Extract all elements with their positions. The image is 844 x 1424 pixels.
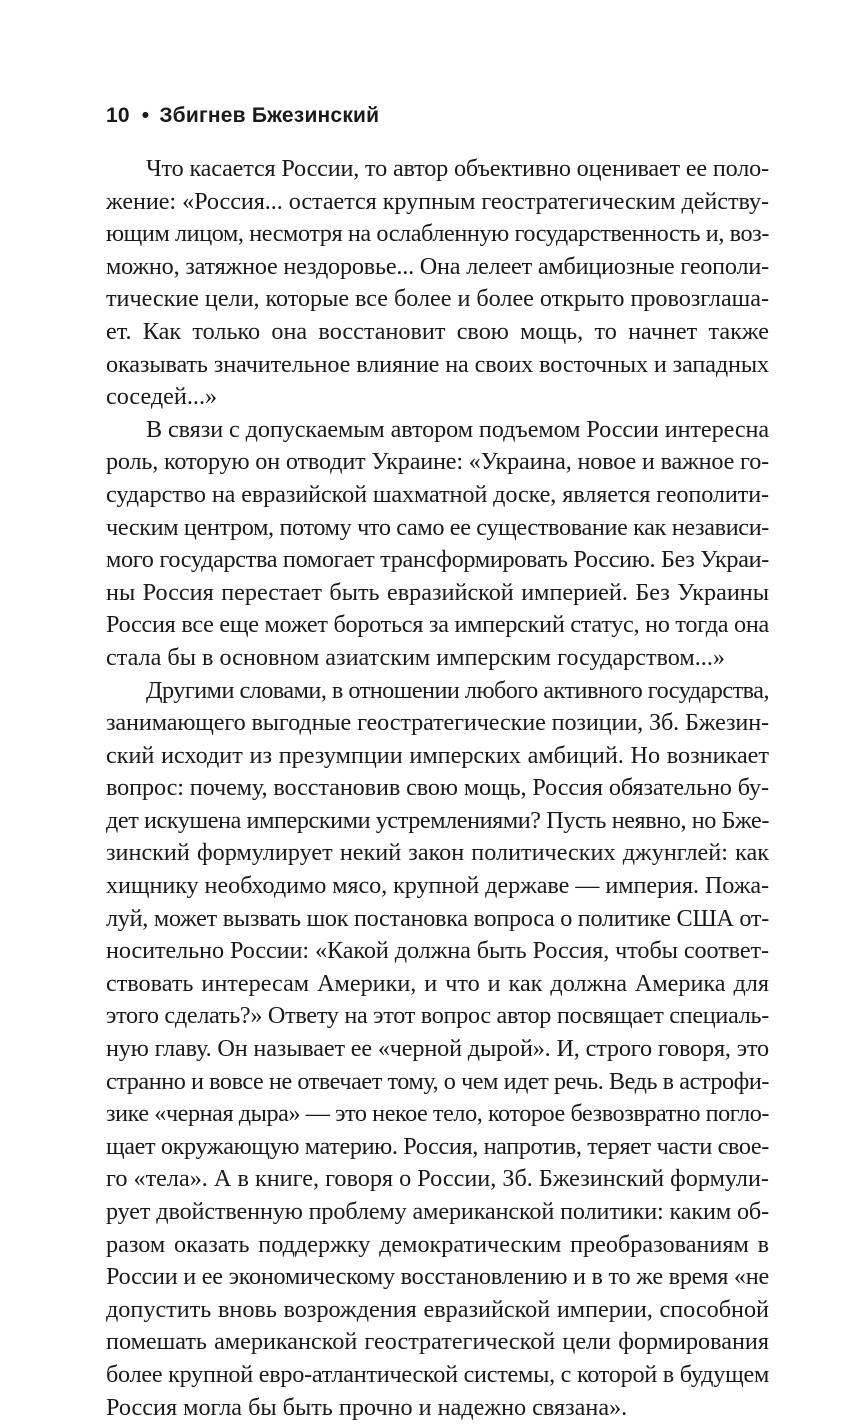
text-line: стала бы в основном азиатским имперским государством...» xyxy=(106,642,769,675)
text-line: соседей...» xyxy=(106,381,769,414)
text-line: ет. Как только она восстановит свою мощь, то начнет также xyxy=(106,316,769,349)
bullet-separator: • xyxy=(142,104,150,128)
text-line: носительно России: «Какой должна быть Россия, чтобы соответ- xyxy=(106,935,769,968)
text-line: ны Россия перестает быть евразийской империей. Без Украины xyxy=(106,577,769,610)
text-line: луй, может вызвать шок постановка вопроса о политике США от- xyxy=(106,903,769,936)
text-line: странно и вовсе не отвечает тому, о чем идет речь. Ведь в астрофи- xyxy=(106,1066,769,1099)
text-line: Россия все еще может бороться за имперский статус, но тогда она xyxy=(106,609,769,642)
paragraph xyxy=(106,153,769,414)
running-head xyxy=(106,104,379,128)
page-number: 10 xyxy=(106,104,130,127)
text-line: зике «черная дыра» — это некое тело, которое безвозвратно погло- xyxy=(106,1098,769,1131)
text-line: ческим центром, потому что само ее существование как независи- xyxy=(106,512,769,545)
paragraph xyxy=(106,414,769,675)
text-line: дет искушена имперскими устремлениями? Пусть неявно, но Бже- xyxy=(106,805,769,838)
text-line: тические цели, которые все более и более открыто провозглаша- xyxy=(106,283,769,316)
text-line: роль, которую он отводит Украине: «Украина, новое и важное го- xyxy=(106,446,769,479)
text-line: хищнику необходимо мясо, крупной державе — империя. Пожа- xyxy=(106,870,769,903)
text-line: щает окружающую материю. Россия, напротив, теряет части свое- xyxy=(106,1131,769,1164)
paragraph xyxy=(106,675,769,1424)
text-line: Россия могла бы быть прочно и надежно связана». xyxy=(106,1392,769,1424)
text-line: этого сделать?» Ответу на этот вопрос автор посвящает специаль- xyxy=(106,1000,769,1033)
text-line: ющим лицом, несмотря на ослабленную государственность и, воз- xyxy=(106,218,769,251)
text-line: ский исходит из презумпции имперских амбиций. Но возникает xyxy=(106,740,769,773)
text-line: России и ее экономическому восстановлению и в то же время «не xyxy=(106,1261,769,1294)
text-line: можно, затяжное нездоровье... Она лелеет амбициозные геополи- xyxy=(106,251,769,284)
body-text xyxy=(106,153,769,1424)
text-line: занимающего выгодные геостратегические позиции, Зб. Бжезин- xyxy=(106,707,769,740)
text-line: В связи с допускаемым автором подъемом России интересна xyxy=(106,414,769,447)
text-line: допустить вновь возрождения евразийской империи, способной xyxy=(106,1294,769,1327)
text-line: сударство на евразийской шахматной доске, является геополити- xyxy=(106,479,769,512)
text-line: мого государства помогает трансформировать Россию. Без Украи- xyxy=(106,544,769,577)
text-line: разом оказать поддержку демократическим преобразованиям в xyxy=(106,1229,769,1262)
text-line: вопрос: почему, восстановив свою мощь, Россия обязательно бу- xyxy=(106,772,769,805)
text-line: жение: «Россия... остается крупным геостратегическим действу- xyxy=(106,186,769,219)
text-line: ную главу. Он называет ее «черной дырой». И, строго говоря, это xyxy=(106,1033,769,1066)
text-line: оказывать значительное влияние на своих восточных и западных xyxy=(106,349,769,382)
text-line: ствовать интересам Америки, и что и как должна Америка для xyxy=(106,968,769,1001)
text-line: более крупной евро-атлантической системы, с которой в будущем xyxy=(106,1359,769,1392)
text-line: помешать американской геостратегической цели формирования xyxy=(106,1326,769,1359)
text-line: го «тела». А в книге, говоря о России, Зб. Бжезинский формули- xyxy=(106,1163,769,1196)
text-line: Другими словами, в отношении любого активного государства, xyxy=(106,675,769,708)
text-line: рует двойственную проблему американской политики: каким об- xyxy=(106,1196,769,1229)
text-line: Что касается России, то автор объективно оценивает ее поло- xyxy=(106,153,769,186)
running-title: Збигнев Бжезинский xyxy=(159,104,379,127)
text-line: зинский формулирует некий закон политических джунглей: как xyxy=(106,837,769,870)
